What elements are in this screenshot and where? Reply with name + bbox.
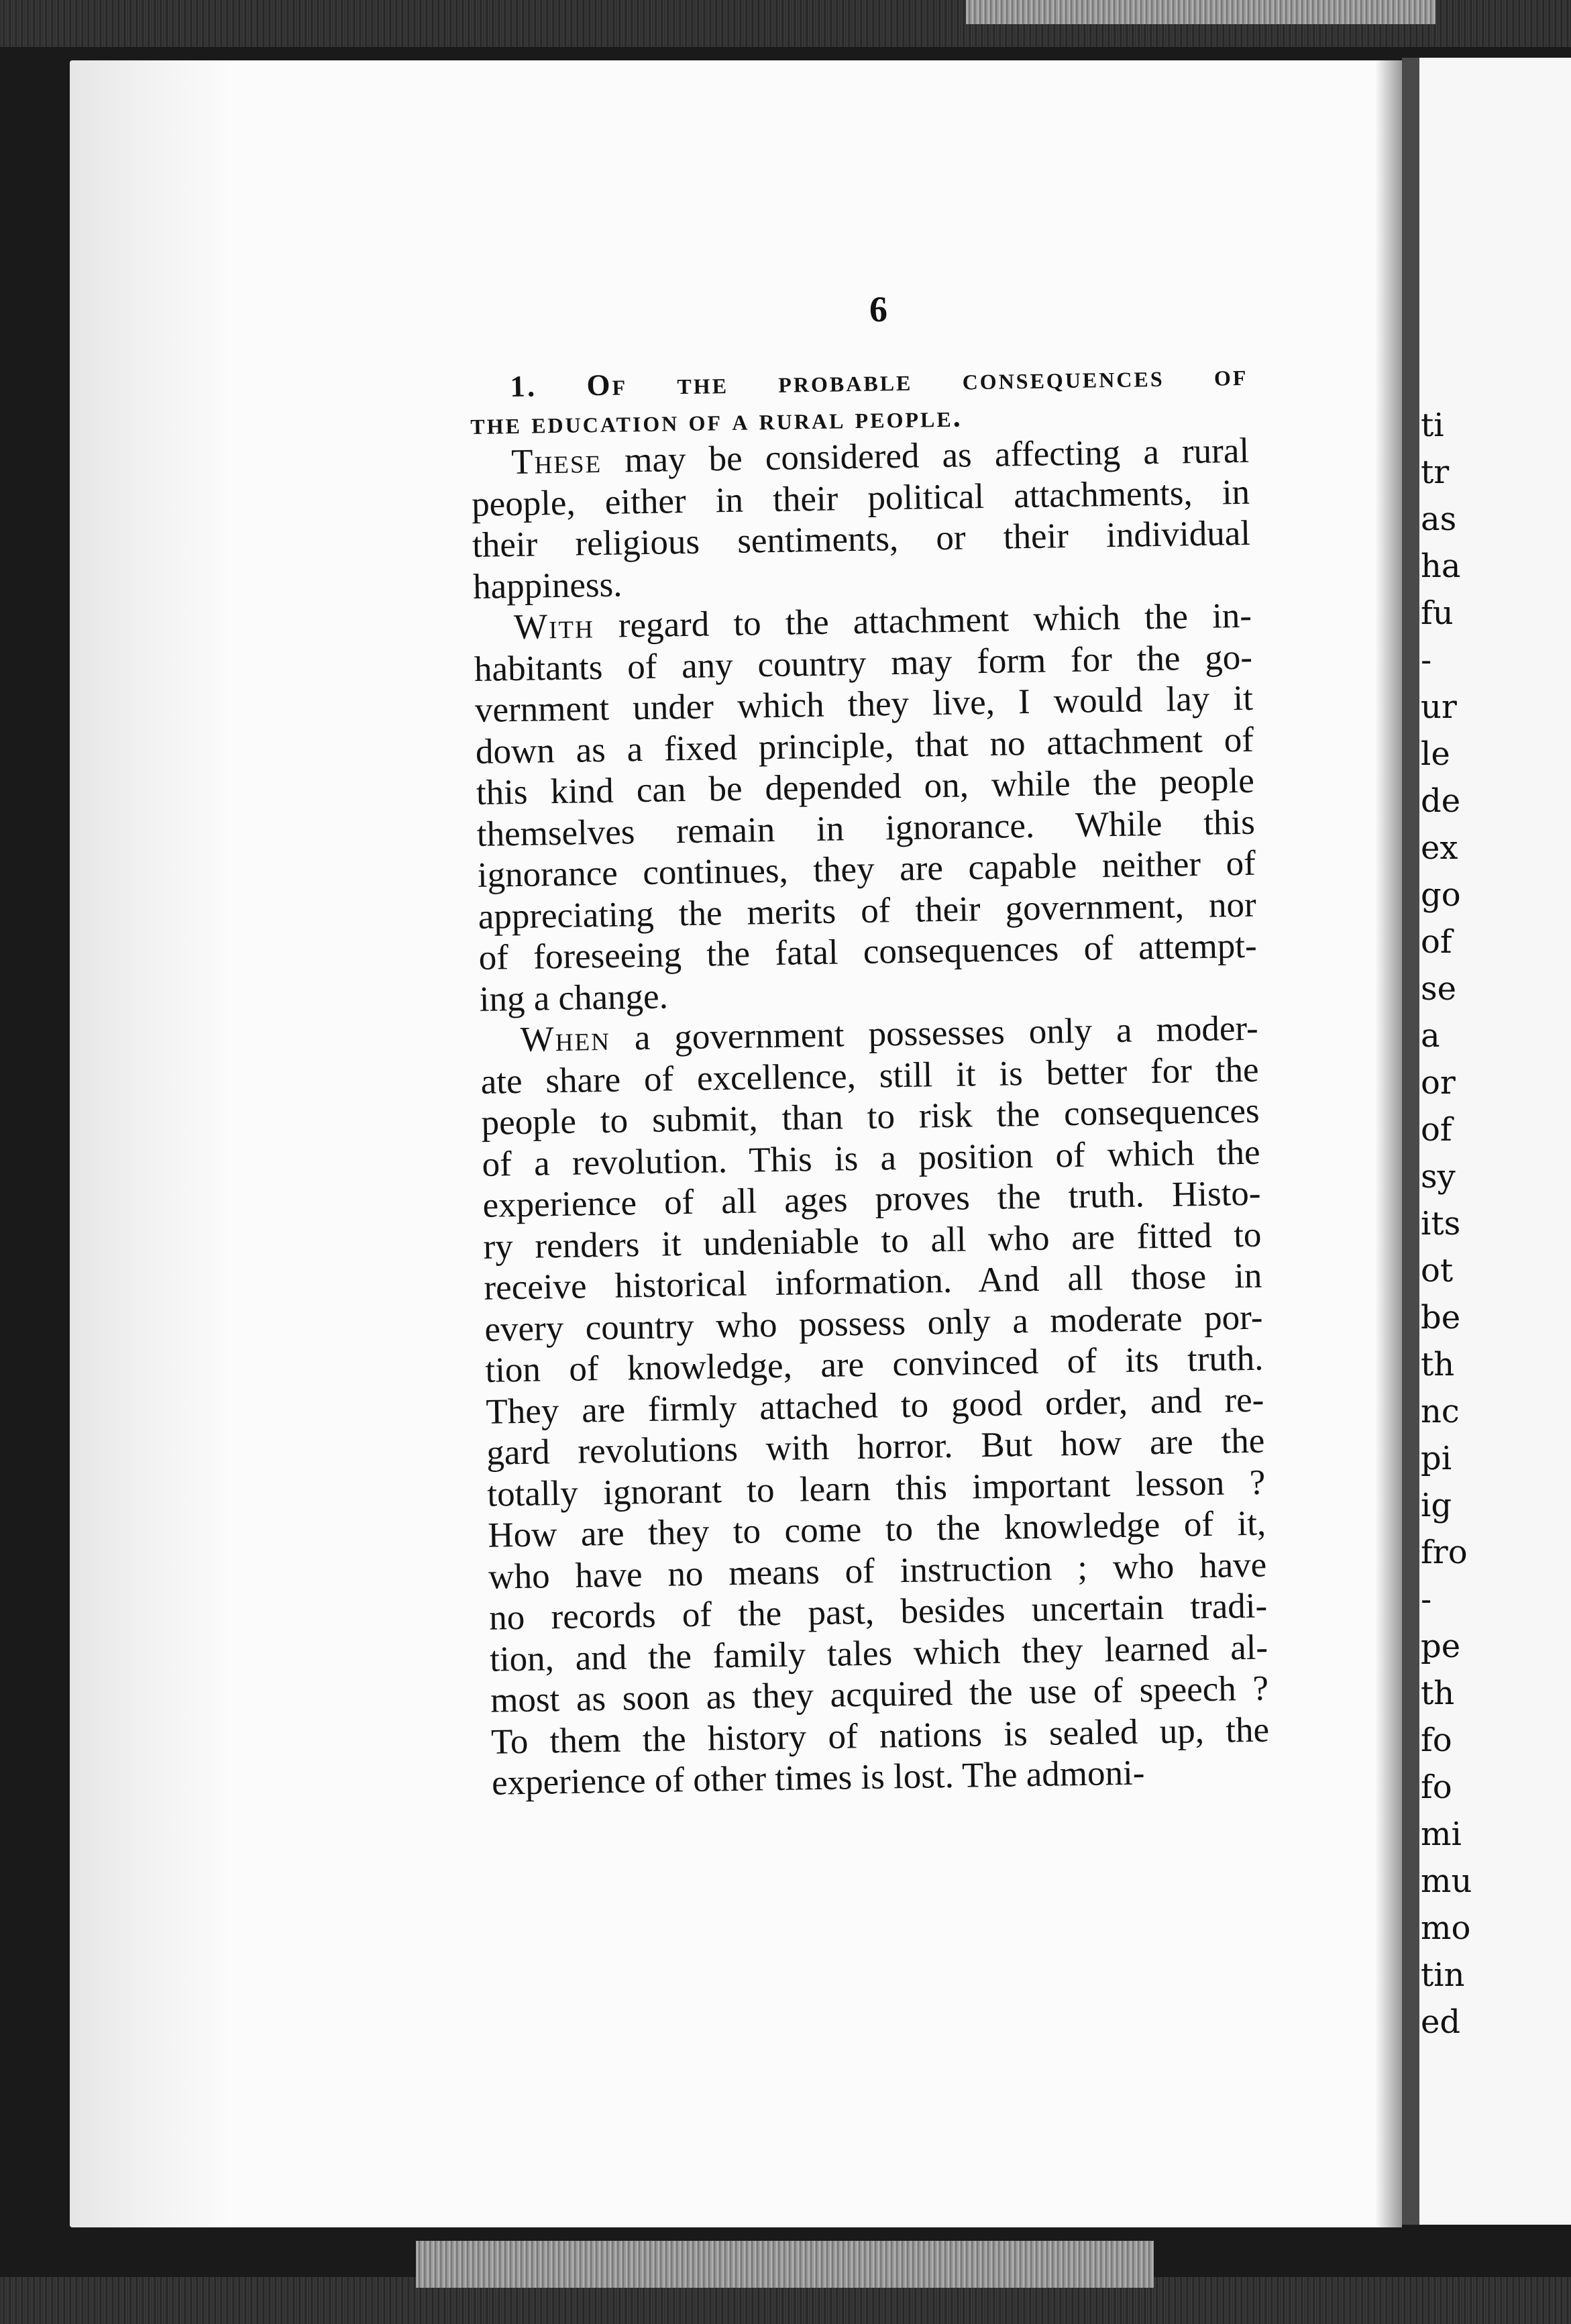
line-text: appreciating the merits of their government, nor [478,885,1257,937]
facing-page-fragment: be [1421,1299,1461,1336]
line-text: people, either in their political attachments, in [471,472,1250,524]
line-text: totally ignorant to learn this important lesson ? [486,1463,1266,1514]
facing-page-fragment: pi [1421,1440,1452,1477]
facing-page [1402,58,1571,2225]
line-text: vernment under which they live, I would lay it [474,678,1254,730]
facing-page-fragment: nc [1421,1393,1460,1430]
facing-page-fragment: ex [1421,829,1458,867]
heading-line: 1. Of the probable consequences of [510,358,1248,404]
line-text: who have no means of instruction ; who have [488,1545,1267,1597]
line-text: experience of other times is lost. The admoni- [491,1753,1145,1803]
facing-page-fragment: ot [1421,1252,1454,1289]
line-text: ry renders it undeniable to all who are fitted to [483,1215,1262,1267]
facing-page-fragment: ur [1421,688,1457,726]
line-text: of a revolution. This is a position of which the [482,1132,1260,1184]
facing-page-fragment: its [1421,1205,1461,1243]
line-text: tion, and the family tales which they learned al- [489,1628,1268,1679]
line-text: most as soon as they acquired the use of speech ? [490,1669,1269,1720]
line-text: this kind can be depended on, while the people [476,761,1255,812]
line-text: regard to the attachment which the in- [594,596,1252,646]
facing-page-fragment: th [1421,1675,1455,1712]
facing-page-fragment: fo [1421,1768,1452,1806]
line-text: themselves remain in ignorance. While this [476,802,1256,854]
facing-page-fragment: mo [1421,1909,1471,1947]
facing-page-fragment: le [1421,735,1450,773]
line-text: a government possesses only a moder- [610,1008,1259,1058]
page-edge-shading [70,60,231,2227]
line-text: tion of knowledge, are convinced of its truth. [484,1338,1264,1390]
line-text: gard revolutions with horror. But how are the [486,1421,1265,1473]
paragraph-lead-word: With [513,606,595,647]
facing-page-fragment: ig [1421,1487,1452,1524]
page-text [470,357,1270,1818]
cloth-texture-top [966,0,1435,24]
facing-page-fragment: tr [1421,454,1450,491]
paragraph [471,431,1252,608]
facing-page-fragment: th [1421,1346,1455,1383]
facing-page-fragment: sy [1421,1158,1456,1196]
paragraph [480,1008,1270,1805]
line-text: How are they to come to the knowledge of it, [487,1503,1266,1555]
line-text: every country who possess only a moderate por- [484,1298,1263,1349]
line-text: down as a fixed principle, that no attachment of [475,720,1254,772]
facing-page-fragment: se [1421,970,1457,1008]
facing-page-fragment: a [1421,1017,1440,1055]
facing-page-fragment: of [1421,923,1452,961]
line-text: their religious sentiments, or their individual [472,513,1251,565]
line-text: no records of the past, besides uncertain tradi- [488,1586,1268,1638]
section-heading [470,357,1249,443]
facing-page-fragment: ed [1421,2003,1461,2041]
facing-page-fragment: ha [1421,547,1461,585]
line-text: ate share of excellence, still it is better for the [480,1050,1260,1102]
line-text: may be considered as affecting a rural [601,431,1250,480]
facing-page-fragment: mu [1421,1862,1472,1900]
line-text: ignorance continues, they are capable neither of [477,843,1256,895]
facing-page-fragment: of [1421,1111,1452,1149]
page-number: 6 [869,289,887,329]
facing-page-fragment: - [1421,1581,1432,1618]
facing-page-fragment: mi [1421,1815,1462,1853]
line-text: They are firmly attached to good order, and re- [485,1380,1264,1432]
line-text: people to submit, than to risk the consequences [481,1091,1260,1143]
line-text: of foreseeing the fatal consequences of attempt- [478,926,1258,978]
facing-page-fragment: - [1421,641,1432,679]
gutter-shadow [1375,60,1402,2227]
facing-page-fragment: tin [1421,1956,1465,1994]
paragraph-lead-word: These [510,441,602,482]
line-text: experience of all ages proves the truth. Histo- [482,1173,1261,1225]
facing-page-fragment: fu [1421,594,1454,632]
facing-page-fragment: de [1421,782,1461,820]
line-text: receive historical information. And all those in [484,1256,1262,1308]
line-text: ing a change. [479,976,669,1019]
heading-line: the education of a rural people. [470,399,963,441]
line-text: To them the history of nations is sealed up, the [490,1710,1270,1762]
facing-page-fragment: as [1421,500,1457,538]
facing-page-fragment: fo [1421,1722,1452,1759]
paragraph-lead-word: When [520,1018,611,1059]
facing-page-fragment: pe [1421,1628,1461,1665]
facing-page-fragment: or [1421,1064,1456,1102]
line-text: habitants of any country may form for the go- [474,637,1253,689]
facing-page-fragment: ti [1421,407,1444,444]
line-text: happiness. [472,564,622,606]
facing-page-fragment: fro [1421,1534,1468,1571]
facing-page-fragment: go [1421,876,1461,914]
cloth-texture-bottom [416,2241,1154,2288]
paragraph [474,596,1258,1020]
